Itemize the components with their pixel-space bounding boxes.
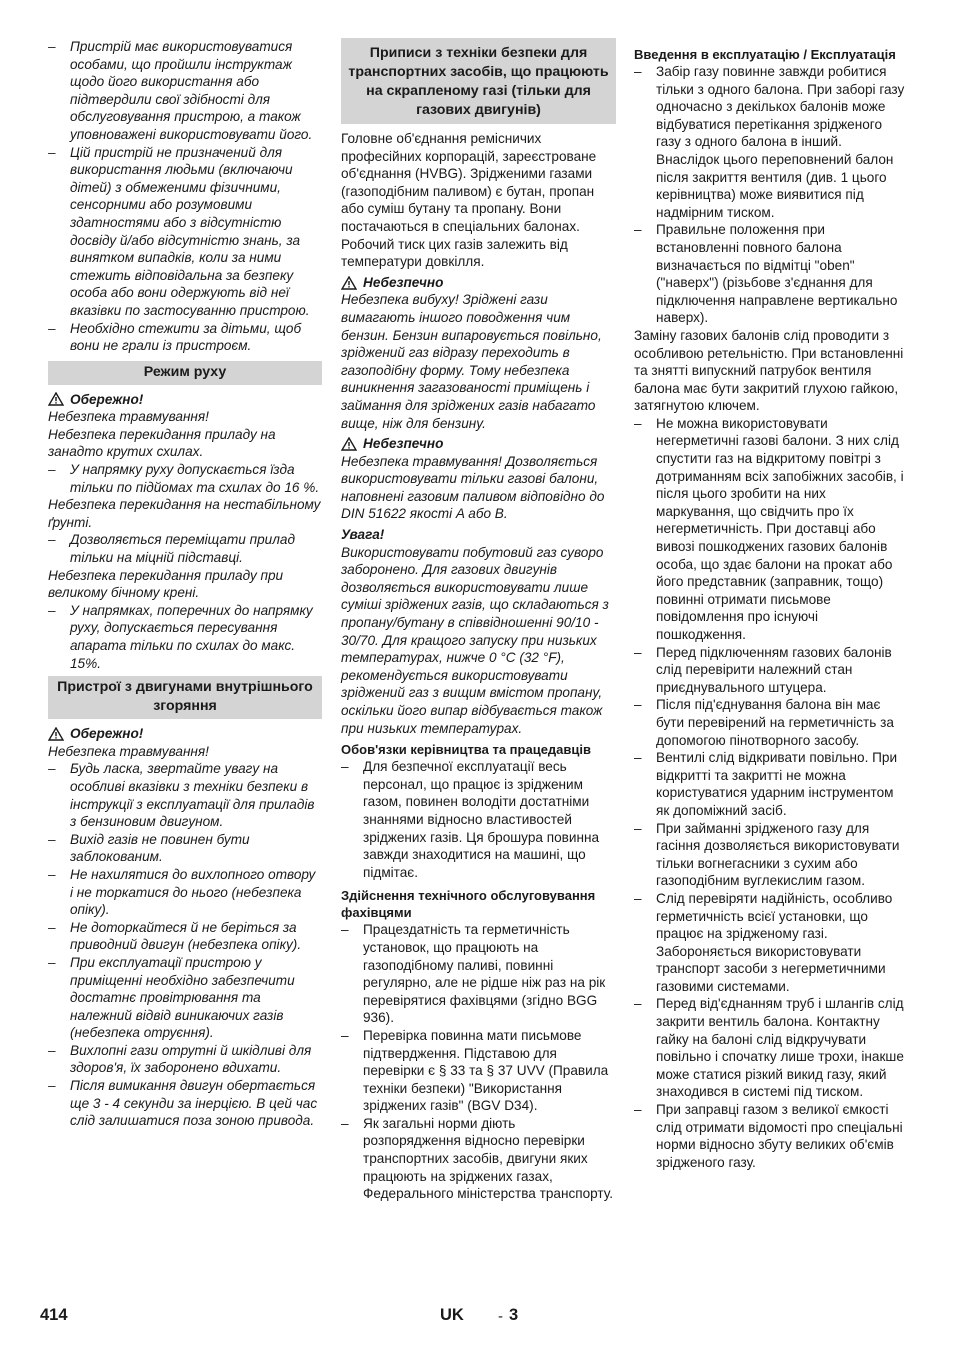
paragraph: Головне об'єднання ремісничих професійних корпорацій, зареєстроване об'єднання (HVBG). Зрідженими газами (газоподібним паливом) є бутан, пропан або суміш бутану та пропану. Вони постачаються в спеціальних балонах. Робочий тиск цих газів залежить від температури довкілля. (341, 131, 597, 270)
list-item: – Для безпечної експлуатації весь персонал, що працює із зрідженим газом, повинен володіти достатніми знаннями відносно властивостей зріджених газів. Ця брошура повинна завжди знаходитися на машині, що підмітає. (341, 758, 616, 881)
list-item: – Слід перевіряти надійність, особливо герметичність всієї установки, що працює на зрідженому газі. Забороняється використовувати транспорт засоби з негерметичними газовими системами. (634, 890, 906, 996)
subheading-maintenance: Здійснення технічного обслуговування фахівцями (341, 888, 596, 921)
warning-triangle-icon (48, 392, 64, 406)
list-item: – Після під'єднування балона він має бути перевірений на герметичність за допомогою пінотворного засобу. (634, 696, 906, 749)
text-line: Небезпека перекидання приладу при великому бічному крені. (48, 567, 284, 601)
list-item: – Працездатність та герметичність установок, що працюють на газоподібному паливі, повинні регулярно, але не рідше ніж раз на рік перевірятися фахівцями (згідно BGG 936). (341, 921, 616, 1027)
list-item: – Правильне положення при встановленні повного балона визначається по відмітці "oben" ("наверх") (різьбове з'єднання для підключення направлене вертикально наверх). (634, 221, 906, 327)
duties-list (341, 758, 616, 881)
text-line: Небезпека травмування! (48, 743, 209, 759)
subheading-operation: Введення в експлуатацію / Експлуатація (634, 47, 896, 62)
section-heading-travel: Режим руху (48, 361, 322, 385)
list-item: – Не можна використовувати негерметичні газові балони. З них слід спустити газ на відкритому повітрі з дотриманням всіх запобіжних засобів, і після цього зробити на них маркування, що свідчить про їх негерметичність. При доставці або вивозі пошкоджених газових балонів особа, що здає балони на прокат або його представник (заправник, тощо) повинні отримати письмове повідомлення про існуючі пошкодження. (634, 415, 906, 644)
warning-label: Обережно! (70, 391, 144, 407)
list-item: – Забір газу повинне завжди робитися тільки з одного балона. При заборі газу одночасно з декількох балонів може відбуватися перетікання зрідженого газу з одного балона в інший. Внаслідок цього переповнений балон після закриття вентиля (див. 1 цього керівництва) може виявитися під надмірним тиском. (634, 63, 906, 221)
page-number: 414 (40, 1306, 68, 1324)
list-item: – Цій пристрій не призначений для використання людьми (включаючи дітей) з обмеженими фізичними, сенсорними або розумовими здатностями або з відсутністю досвіду й/або відсутністю знань, за винятком випадків, коли за ними стежить відповідальна за безпеку особа або вони одержують від неї вказівки по застосуванню пристрою. (48, 144, 322, 320)
section-heading-engine: Пристрої з двигунами внутрішнього згоряння (48, 676, 322, 719)
travel-list-3 (48, 602, 322, 672)
warning-triangle-icon (341, 276, 357, 290)
list-item: – Будь ласка, звертайте увагу на особливі вказівки з техніки безпеки в інструкції з експлуатації для приладів з бензиновим двигуном. (48, 760, 322, 830)
subheading-duties: Обов'язки керівництва та працедавців (341, 742, 591, 758)
list-item: – Вихлопні гази отрутні й шкідливі для здоров'я, їх заборонено вдихати. (48, 1042, 322, 1077)
paragraph: Використовувати побутовий газ суворо заборонено. Для газових двигунів дозволяється використовувати лише суміші зріджених газів, що складаються з пропану/бутану в співвідношенні 90/10 - 30/70. Для кращого запуску при низьких температурах, нижче 0 °C (32 °F), рекомендується використовувати зріджений газ з вищим вмістом пропану, оскільки його випар відбувається також при низьких температурах. (341, 544, 609, 736)
list-item: – Пристрій має використовуватися особами, що пройшли інструктаж щодо його використання або підтвердили свої здібності для обслуговування пристрою, а також уповноважені використовувати його. (48, 38, 322, 144)
language-code: UK (440, 1306, 464, 1324)
list-item: – При експлуатації пристрою у приміщенні необхідно забезпечити достатнє провітрювання та належний відвід виникаючих газів (небезпека отруєння). (48, 954, 322, 1042)
warning-label: Небезпечно (363, 274, 444, 290)
list-item: – При заправці газом з великої ємкості слід отримати відомості про спеціальні норми відносно збуту великих об'ємів зрідженого газу. (634, 1101, 906, 1171)
warning-label: Обережно! (70, 726, 144, 742)
section-page-number: 3 (509, 1306, 519, 1324)
attention-label: Увага! (341, 527, 385, 543)
column-left (48, 38, 322, 1130)
list-item: – Перевірка повинна мати письмове підтвердження. Підставою для перевірки є § 33 та § 37 UVV (Правила техніки безпеки) "Використання зріджених газів" (BGV D34). (341, 1027, 616, 1115)
column-middle (341, 38, 616, 1203)
warning-danger (341, 274, 616, 292)
maintenance-list (341, 921, 616, 1203)
column-right (634, 38, 906, 1171)
warning-triangle-icon (341, 437, 357, 451)
list-item: – Дозволяється переміщати прилад тільки на міцній підставці. (48, 531, 322, 566)
paragraph: Заміну газових балонів слід проводити з особливою ретельністю. При встановленні та знятті випускний патрубок вентиля балона має бути закритий глухою гайкою, затягнутою ключем. (634, 327, 904, 414)
intro-list (48, 38, 322, 355)
travel-list-2 (48, 531, 322, 566)
list-item: – У напрямку руху допускається їзда тільки по підйомах та схилах до 16 %. (48, 461, 322, 496)
warning-caution (48, 391, 322, 409)
text-line: Небезпека перекидання приладу на занадто крутих схилах. (48, 426, 276, 460)
list-item: – Перед підключенням газових балонів слід перевірити належний стан приєднувального штуцера. (634, 644, 906, 697)
operation-list-b (634, 415, 906, 1172)
paragraph: Небезпека вибуху! Зріджені гази вимагають іншого поводження чим бензин. Бензин випаровується повільно, зріджений газ відразу переходить в газоподібну форму. Тому небезпека виникнення загазованості приміщень і займання для зріджених газів набагато вище, ніж для бензину. (341, 292, 602, 431)
list-item: – Не доторкайтеся й не беріться за приводний двигун (небезпека опіку). (48, 919, 322, 954)
warning-label: Небезпечно (363, 436, 444, 452)
list-item: – Вентилі слід відкривати повільно. При відкритті та закритті не можна користуватися ударним інструментом як допоміжний засіб. (634, 749, 906, 819)
list-item: – Як загальні норми діють розпорядження відносно перевірки транспортних засобів, двигуни яких працюють на зріджених газах, Федерального міністерства транспорту. (341, 1115, 616, 1203)
text-line: Небезпека перекидання на нестабільному ґрунті. (48, 497, 321, 530)
paragraph: Небезпека травмування! Дозволяється використовувати тільки газові балони, наповнені газовим паливом відповідно до DIN 51622 якості A або B. (341, 453, 605, 522)
list-item: – Не нахилятися до вихлопного отвору і не торкатися до нього (небезпека опіку). (48, 866, 322, 919)
footer-dash: - (498, 1308, 503, 1325)
operation-list-a (634, 63, 906, 327)
engine-list (48, 760, 322, 1129)
travel-list-1 (48, 461, 322, 496)
section-heading-lpg: Приписи з техніки безпеки для транспортних засобів, що працюють на скрапленому газі (тільки для газових двигунів) (341, 38, 616, 124)
list-item: – Перед від'єднанням труб і шлангів слід закрити вентиль балона. Контактну гайку на балоні слід відкручувати повільно і спочатку лише трохи, інакше може статися різкий викид газу, який знаходився в системі під тиском. (634, 995, 906, 1101)
warning-danger (341, 435, 616, 453)
list-item: – Необхідно стежити за дітьми, щоб вони не грали із пристроєм. (48, 320, 322, 355)
warning-caution (48, 725, 322, 743)
text-line: Небезпека травмування! (48, 409, 209, 425)
warning-triangle-icon (48, 727, 64, 741)
list-item: – Вихід газів не повинен бути заблокованим. (48, 831, 322, 866)
list-item: – Після вимикання двигун обертається ще 3 - 4 секунди за інерцією. В цей час слід залишатися поза зоною привода. (48, 1077, 322, 1130)
list-item: – При займанні зрідженого газу для гасіння дозволяється використовувати тільки вогнегасники з сухим або газоподібним вуглекислим газом. (634, 820, 906, 890)
list-item: – У напрямках, поперечних до напрямку руху, допускається пересування апарата тільки по схилах до макс. 15%. (48, 602, 322, 672)
